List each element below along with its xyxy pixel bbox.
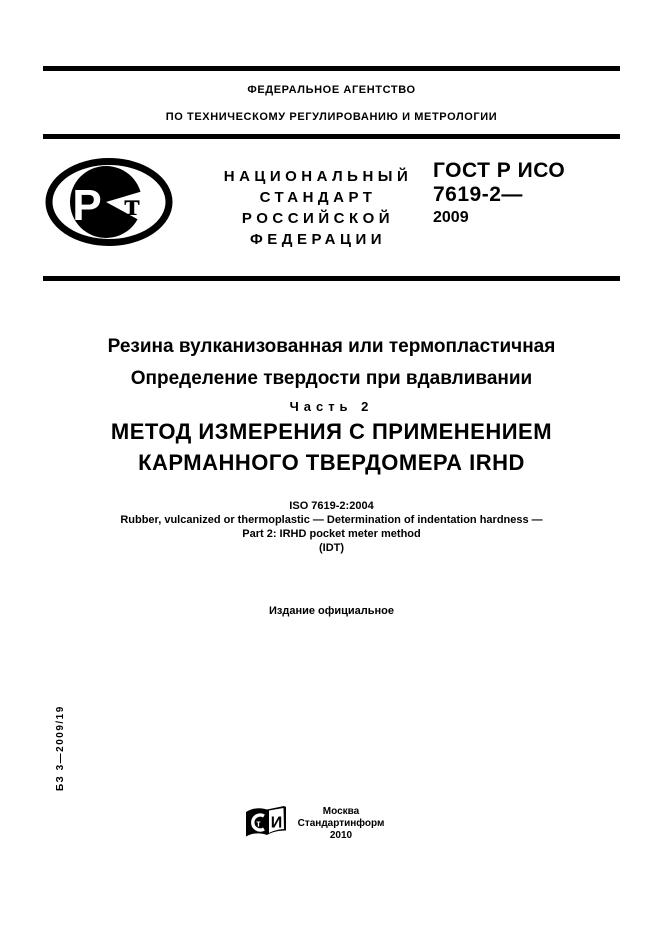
standard-type-block: [203, 166, 433, 250]
si-letter-t: т: [256, 818, 261, 829]
standard-type-line: РОССИЙСКОЙ: [241, 210, 395, 227]
standard-type-line: ФЕДЕРАЦИИ: [249, 231, 387, 248]
rst-letter-t: т: [124, 186, 140, 222]
iso-reference-block: [43, 499, 620, 555]
standard-designation: [433, 159, 565, 229]
rst-letter-p: Р: [72, 181, 102, 230]
imprint-publisher: Стандартинформ: [297, 818, 385, 829]
rst-emblem-icon: [45, 158, 173, 246]
agency-name-line1: ФЕДЕРАЛЬНОЕ АГЕНТСТВО: [247, 84, 416, 96]
imprint-year: 2010: [329, 830, 353, 841]
bibliographic-side-note: БЗ 3—2009/19: [55, 705, 66, 791]
iso-designation: ISO 7619-2:2004: [289, 500, 374, 512]
title-part-label: Часть 2: [289, 399, 374, 414]
title-subtitle: Определение твердости при вдавливании: [130, 368, 533, 389]
si-letter-i: И: [270, 814, 283, 832]
designation-line2: 7619-2—: [433, 183, 523, 206]
title-method-line2: КАРМАННОГО ТВЕРДОМЕРА IRHD: [138, 450, 525, 475]
iso-conformity-degree: (IDT): [318, 542, 345, 554]
iso-title-line1: Rubber, vulcanized or thermoplastic — Determination of indentation hardness —: [120, 514, 543, 526]
title-subject: Резина вулканизованная или термопластичная: [107, 336, 556, 357]
imprint-city: Москва: [322, 806, 360, 817]
banner-bottom-rule: [43, 276, 620, 281]
top-rule: [43, 66, 620, 71]
imprint-block: [251, 806, 431, 842]
title-method-line1: МЕТОД ИЗМЕРЕНИЯ С ПРИМЕНЕНИЕМ: [110, 419, 553, 444]
official-edition-note: Издание официальное: [268, 605, 395, 617]
designation-line1: ГОСТ Р ИСО: [433, 159, 566, 182]
designation-year: 2009: [433, 209, 469, 226]
agency-name-line2: ПО ТЕХНИЧЕСКОМУ РЕГУЛИРОВАНИЮ И МЕТРОЛОГИИ: [165, 111, 498, 123]
middle-rule: [43, 134, 620, 139]
standard-type-line: СТАНДАРТ: [259, 189, 377, 206]
standard-type-line: НАЦИОНАЛЬНЫЙ: [223, 168, 413, 185]
iso-title-line2: Part 2: IRHD pocket meter method: [242, 528, 421, 540]
